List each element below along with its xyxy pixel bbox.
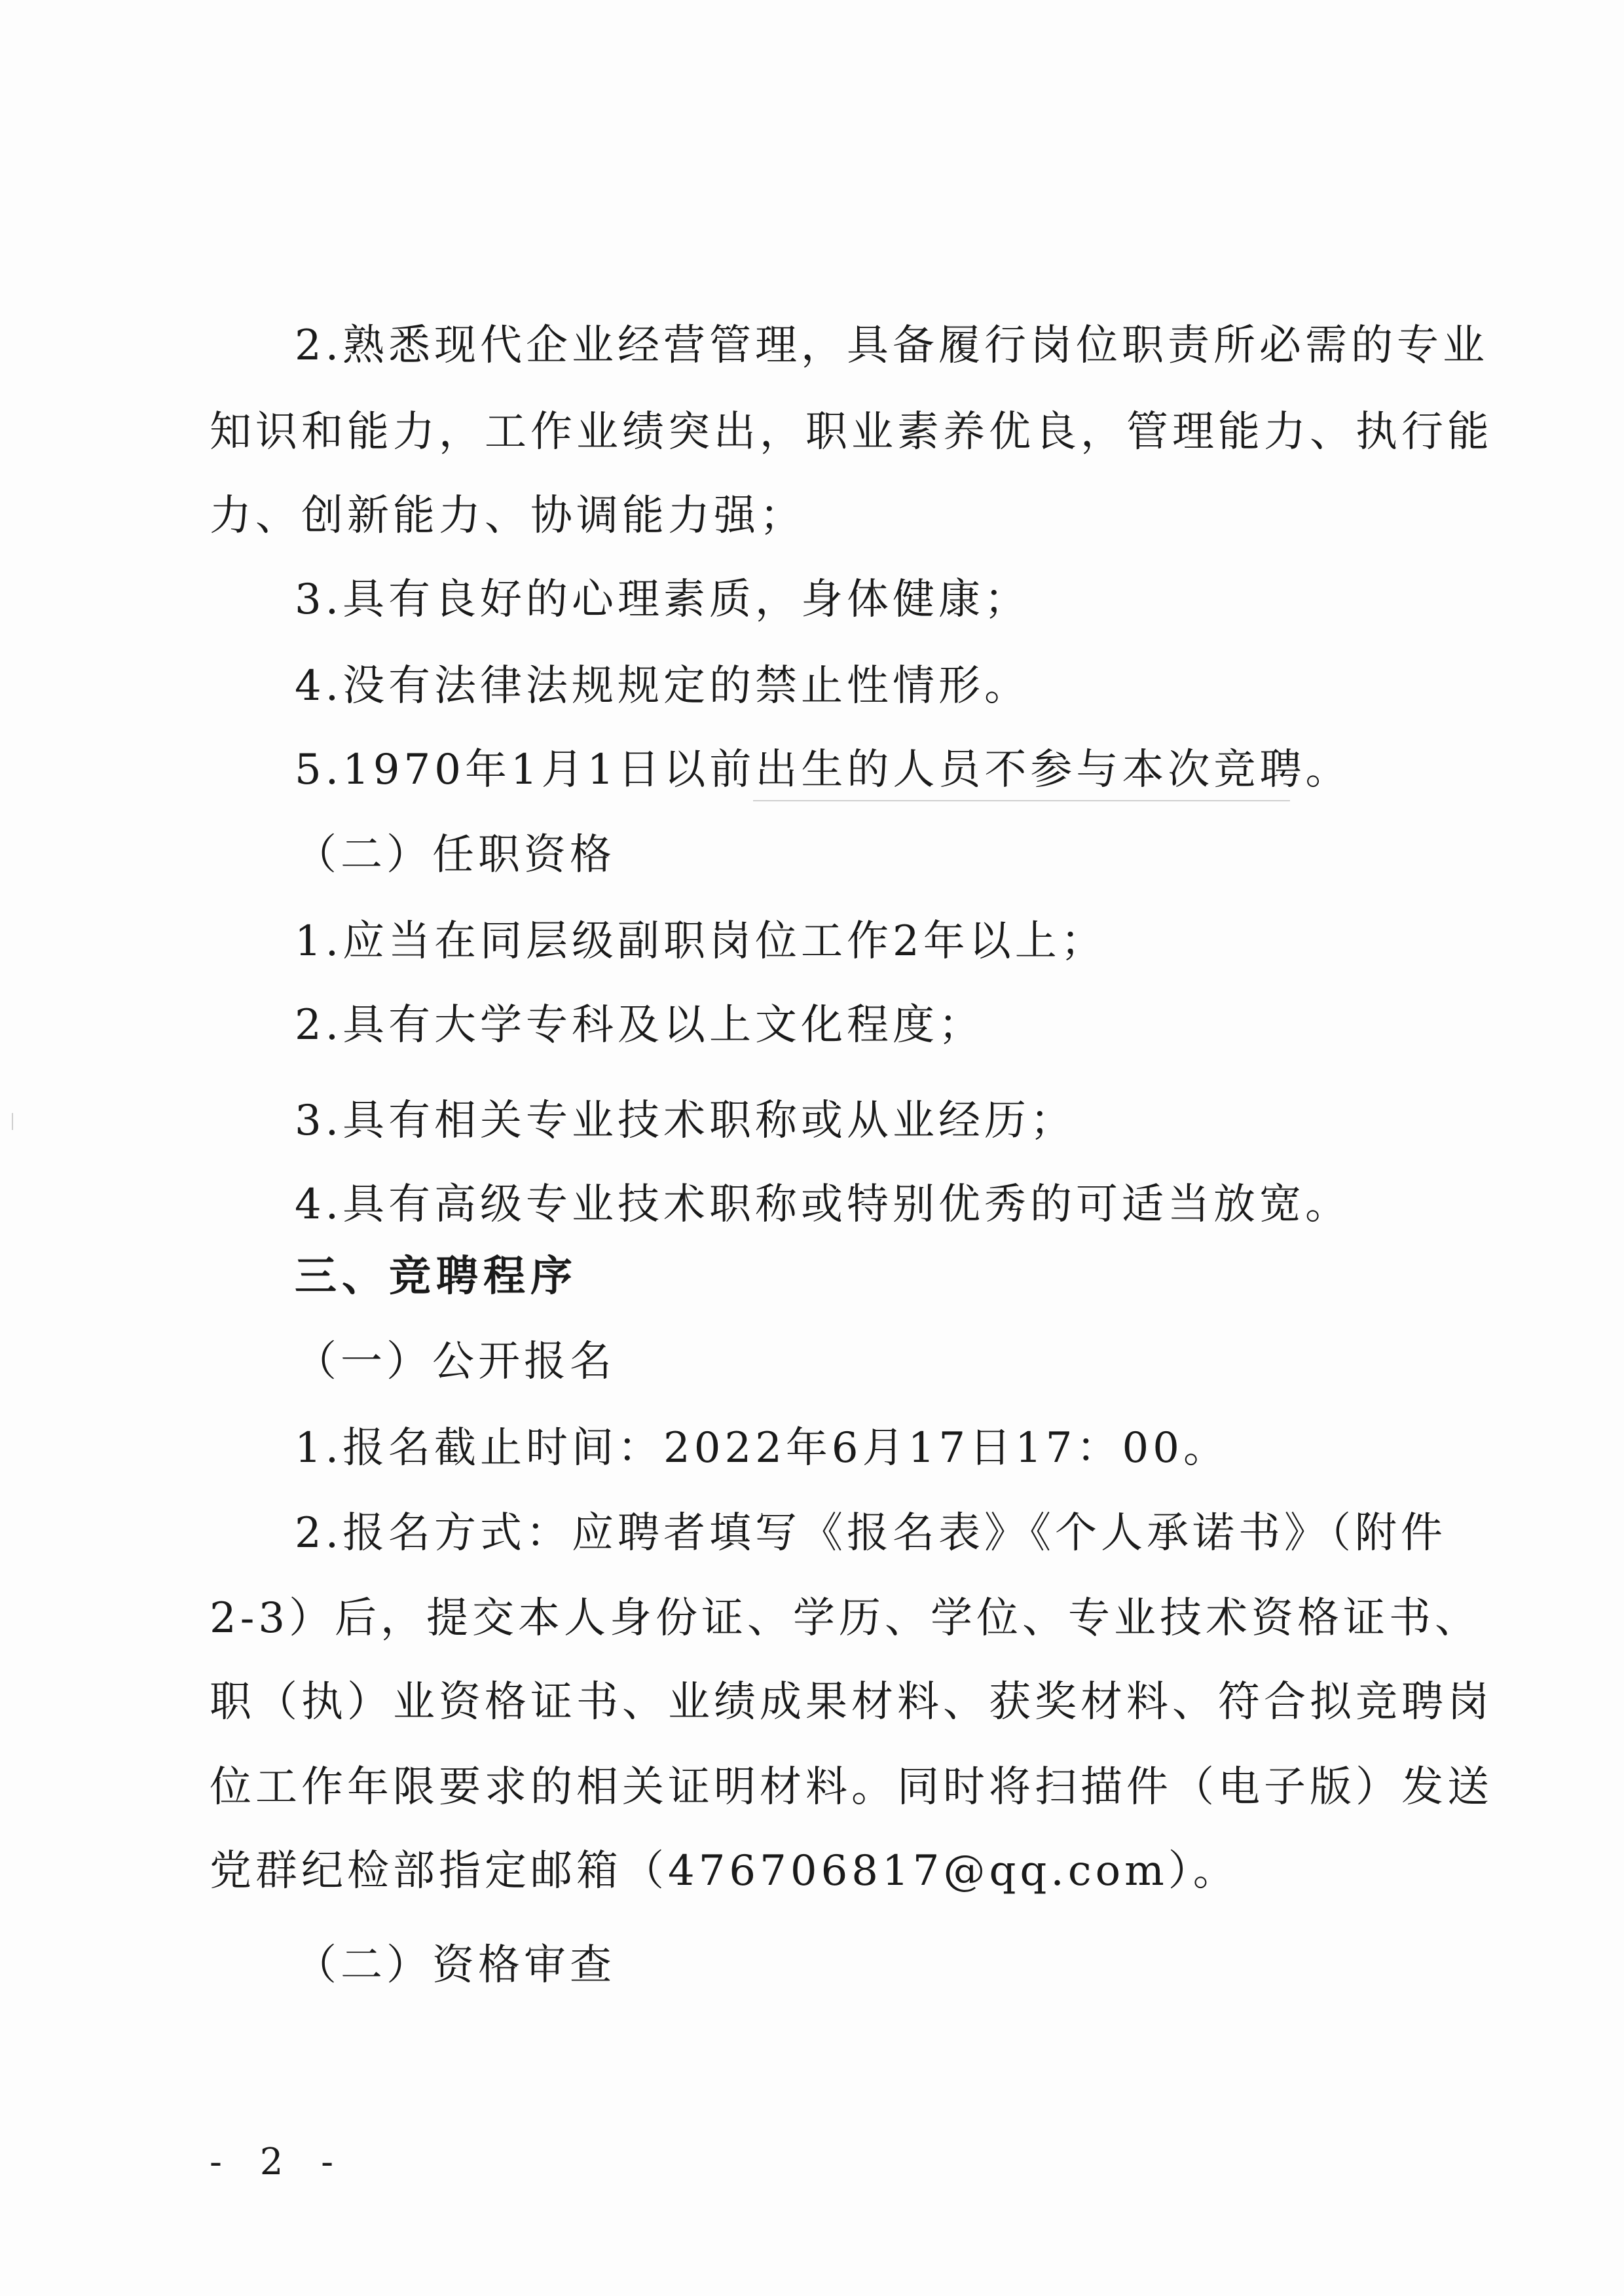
paragraph-line: 2.报名方式：应聘者填写《报名表》《个人承诺书》（附件 [295,1509,1447,1558]
paragraph-line: 5.1970年1月1日以前出生的人员不参与本次竞聘。 [295,746,1352,794]
paragraph-line: 职（执）业资格证书、业绩成果材料、获奖材料、符合拟竞聘岗 [210,1678,1493,1726]
page-number: - 2 - [210,2141,347,2183]
section-heading: 三、竞聘程序 [295,1252,578,1301]
section-subheading: （二）任职资格 [295,831,616,879]
section-subheading: （一）公开报名 [295,1338,616,1386]
paragraph-line: 2.具有大学专科及以上文化程度； [295,1001,985,1049]
paragraph-line: 3.具有相关专业技术职称或从业经历； [295,1097,1077,1145]
paragraph-line: 2.熟悉现代企业经营管理，具备履行岗位职责所必需的专业 [295,321,1489,370]
paragraph-line: 1.应当在同层级副职岗位工作2年以上； [295,917,1107,966]
paragraph-line: 党群纪检部指定邮箱（476706817@qq.com）。 [210,1847,1239,1895]
paragraph-line: 力、创新能力、协调能力强； [210,492,805,540]
scan-underline-mark [753,800,1290,801]
paragraph-line: 知识和能力，工作业绩突出，职业素养优良，管理能力、执行能 [210,408,1493,456]
paragraph-line: 2-3）后，提交本人身份证、学历、学位、专业技术资格证书、 [210,1594,1481,1643]
paragraph-line: 4.具有高级专业技术职称或特别优秀的可适当放宽。 [295,1180,1352,1229]
paragraph-line: 1.报名截止时间：2022年6月17日17：00。 [295,1424,1229,1472]
paragraph-line: 位工作年限要求的相关证明材料。同时将扫描件（电子版）发送 [210,1763,1493,1812]
paragraph-line: 4.没有法律法规规定的禁止性情形。 [295,662,1031,710]
section-subheading: （二）资格审查 [295,1941,616,1990]
paragraph-line: 3.具有良好的心理素质，身体健康； [295,575,1031,624]
scan-edge-mark [12,1113,13,1130]
